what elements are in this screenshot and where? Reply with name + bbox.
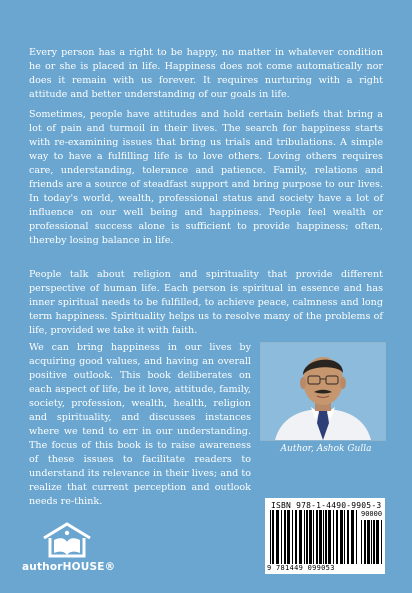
ean-digits: 9 781449 099053 [267, 564, 335, 572]
blurb-paragraph-2: Sometimes, people have attitudes and hold certain beliefs that bring a lot of pain and turmoil in their lives. The search for happiness starts with re-examining issues that bring us trials and tribulations. A simple way to have a fulfilling life is to love others. Loving others requires care, understanding, tolerance and patience. Family, relations and friends are a source of steadfast support and bring purpose to our lives. In today's world, wealth, professional status and society have a lot of influence on our well being and happiness. People feel wealth or professional success alone is sufficient to provide happiness; often, thereby losing balance in life. [29, 109, 383, 246]
isbn-text: ISBN 978-1-4490-9905-3 [271, 501, 382, 510]
book-house-icon [30, 520, 104, 560]
price-code: 90000 [361, 510, 383, 518]
isbn-barcode [265, 498, 385, 574]
author-caption: Author, Ashok Gulla [280, 444, 372, 454]
price-barcode-bars [361, 520, 383, 564]
ean-barcode-bars [270, 510, 358, 564]
blurb-paragraph-1: Every person has a right to be happy, no matter in whatever condition he or she is placed in life. Happiness does not come automatically nor does it remain with us forever. It requires nurturing with a right attitude and better understanding of our goals in life. [29, 47, 383, 100]
author-photo [260, 342, 386, 441]
blurb-paragraph-3: People talk about religion and spirituality that provide different perspective of human life. Each person is spiritual in essence and has inner spiritual needs to be fulfilled, to achieve peace, calmness and long term happiness. Spirituality helps us to resolve many of the problems of life, provided we take it with faith. [29, 269, 383, 336]
blurb-paragraph-4: We can bring happiness in our lives by acquiring good values, and having an overall positive outlook. This book deliberates on each aspect of life, be it love, attitude, family, society, profession, wealth, health, religion and spirituality, and discusses instances where we tend to err in our understanding. The focus of this book is to raise awareness of these issues to facilitate readers to understand its relevance in their lives; and to realize that current perception and outlook needs re-think. [29, 342, 251, 507]
publisher-name: authorHOUSE® [22, 561, 116, 573]
